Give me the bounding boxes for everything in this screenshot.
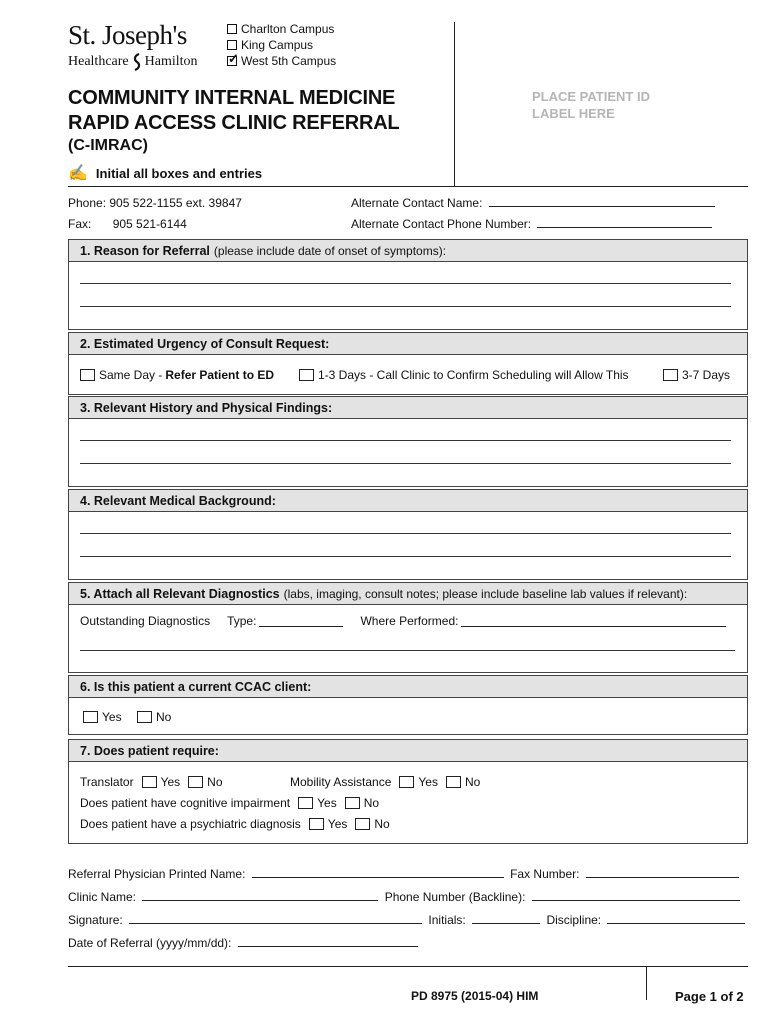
background-write-line-1[interactable] — [80, 533, 731, 534]
campus-label-west5th: West 5th Campus — [241, 54, 337, 68]
urgency-1-3-days-checkbox[interactable] — [299, 369, 314, 381]
cognitive-no-label: No — [363, 796, 380, 810]
mobility-yes-label: Yes — [418, 775, 438, 789]
section-5-header — [69, 583, 747, 605]
campus-checkbox-king[interactable] — [227, 40, 237, 50]
translator-yes-checkbox[interactable] — [142, 776, 157, 788]
ccac-no-option[interactable] — [137, 710, 171, 724]
diagnostics-write-line[interactable] — [80, 650, 735, 651]
alt-contact-phone-line[interactable] — [537, 217, 712, 228]
form-code: PD 8975 (2015-04) HIM — [411, 989, 539, 1003]
clinic-fax-value: 905 521-6144 — [112, 217, 187, 231]
campus-checkbox-west5th[interactable] — [227, 56, 237, 66]
alt-contact-phone-label: Alternate Contact Phone Number: — [351, 217, 532, 231]
background-write-line-2[interactable] — [80, 556, 731, 557]
section-6-header — [69, 676, 747, 698]
pen-hand-icon: ✍ — [68, 165, 88, 182]
mobility-yes-checkbox[interactable] — [399, 776, 414, 788]
alt-contact-phone-field[interactable] — [351, 217, 712, 231]
referral-date-field[interactable] — [68, 936, 418, 950]
footer-divider — [646, 966, 647, 1000]
logo-subname-right: Hamilton — [144, 54, 198, 69]
cognitive-yes-label: Yes — [317, 796, 337, 810]
psychiatric-yes-checkbox[interactable] — [309, 818, 324, 830]
campus-checkbox-charlton[interactable] — [227, 24, 237, 34]
section-6-title: 6. Is this patient a current CCAC client: — [80, 679, 312, 694]
mobility-row — [290, 775, 480, 789]
translator-label: Translator — [80, 775, 134, 789]
phone-backline-line[interactable] — [532, 890, 740, 901]
section-5-title: 5. Attach all Relevant Diagnostics — [80, 586, 280, 601]
alt-contact-name-label: Alternate Contact Name: — [351, 196, 483, 210]
campus-label-charlton: Charlton Campus — [241, 22, 335, 36]
logo-subname-left: Healthcare — [68, 54, 129, 69]
clinic-fax-label: Fax: — [68, 217, 92, 231]
section-diagnostics — [68, 582, 748, 673]
translator-row — [80, 775, 223, 789]
ccac-yes-option[interactable] — [83, 710, 122, 724]
clinic-phone: Phone: 905 522-1155 ext. 39847 — [68, 196, 242, 210]
initials-line[interactable] — [472, 913, 540, 924]
translator-yes-label: Yes — [160, 775, 181, 789]
mobility-no-checkbox[interactable] — [446, 776, 461, 788]
clinic-name-field[interactable] — [68, 890, 740, 904]
signature-line[interactable] — [129, 913, 422, 924]
translator-no-checkbox[interactable] — [188, 776, 203, 788]
cognitive-no-checkbox[interactable] — [345, 797, 360, 809]
ccac-yes-label: Yes — [102, 710, 122, 724]
section-4-header — [69, 490, 747, 512]
history-write-line-2[interactable] — [80, 463, 731, 464]
psychiatric-yes-label: Yes — [327, 817, 348, 831]
physician-name-label: Referral Physician Printed Name: — [68, 867, 246, 881]
logo-mark-icon — [131, 53, 143, 71]
section-medical-background — [68, 489, 748, 580]
campus-option-charlton[interactable] — [227, 22, 334, 36]
section-ccac-client — [68, 675, 748, 735]
phone-backline-label: Phone Number (Backline): — [384, 890, 526, 904]
fax-number-label: Fax Number: — [510, 867, 580, 881]
psychiatric-row — [80, 817, 390, 831]
section-5-note: (labs, imaging, consult notes; please include baseline lab values if relevant): — [283, 586, 688, 601]
ccac-no-checkbox[interactable] — [137, 711, 152, 723]
diagnostics-where-label: Where Performed: — [360, 614, 459, 628]
initials-label: Initials: — [428, 913, 466, 927]
section-3-title: 3. Relevant History and Physical Findings: — [80, 400, 333, 415]
header-divider — [454, 22, 455, 186]
signature-field[interactable] — [68, 913, 745, 927]
page-number: Page 1 of 2 — [675, 989, 744, 1004]
section-urgency — [68, 332, 748, 395]
section-7-title: 7. Does patient require: — [80, 743, 219, 758]
section-reason-for-referral — [68, 239, 748, 330]
reason-write-line-2[interactable] — [80, 306, 731, 307]
campus-option-west5th[interactable] — [227, 54, 336, 68]
clinic-fax — [68, 217, 187, 231]
physician-name-line[interactable] — [252, 867, 504, 878]
urgency-same-day-label: Same Day - — [99, 368, 163, 382]
form-subtitle: (C-IMRAC) — [68, 137, 148, 154]
psychiatric-no-label: No — [374, 817, 390, 831]
urgency-3-7-days-label: 3-7 Days — [682, 368, 731, 382]
section-3-header — [69, 397, 747, 419]
alt-contact-name-field[interactable] — [351, 196, 715, 210]
translator-no-label: No — [207, 775, 223, 789]
clinic-name-line[interactable] — [142, 890, 378, 901]
form-title-line2: RAPID ACCESS CLINIC REFERRAL — [68, 112, 400, 134]
urgency-1-3-days-option[interactable] — [299, 368, 629, 382]
discipline-label: Discipline: — [546, 913, 602, 927]
section-1-header — [69, 240, 747, 262]
section-1-note: (please include date of onset of symptoms): — [213, 243, 447, 258]
campus-option-king[interactable] — [227, 38, 313, 52]
diagnostics-where-line[interactable] — [461, 616, 726, 627]
referral-date-line[interactable] — [238, 936, 418, 947]
mobility-label: Mobility Assistance — [290, 775, 392, 789]
clinic-name-label: Clinic Name: — [68, 890, 137, 904]
form-title-line1: COMMUNITY INTERNAL MEDICINE — [68, 87, 396, 109]
instruction-text: Initial all boxes and entries — [95, 165, 263, 181]
urgency-same-day-bold: Refer Patient to ED — [165, 368, 275, 382]
urgency-same-day-option[interactable] — [80, 368, 274, 382]
section-7-header — [69, 740, 747, 762]
outstanding-diagnostics-row — [80, 614, 726, 628]
logo-name: St. Joseph's — [68, 20, 187, 50]
section-4-title: 4. Relevant Medical Background: — [80, 493, 276, 508]
patient-label-line1: PLACE PATIENT ID — [532, 89, 650, 104]
ccac-yes-checkbox[interactable] — [83, 711, 98, 723]
urgency-same-day-checkbox[interactable] — [80, 369, 95, 381]
physician-name-field[interactable] — [68, 867, 739, 881]
psychiatric-no-checkbox[interactable] — [355, 818, 370, 830]
section-2-header — [69, 333, 747, 355]
section-history-findings — [68, 396, 748, 487]
urgency-3-7-days-checkbox[interactable] — [663, 369, 678, 381]
patient-label-line2: LABEL HERE — [532, 106, 615, 121]
cognitive-row — [80, 796, 379, 810]
psychiatric-label: Does patient have a psychiatric diagnosis — [80, 817, 301, 831]
cognitive-yes-checkbox[interactable] — [298, 797, 313, 809]
outstanding-diagnostics-label: Outstanding Diagnostics — [80, 614, 211, 628]
diagnostics-type-line[interactable] — [259, 616, 343, 627]
urgency-1-3-days-label: 1-3 Days - Call Clinic to Confirm Scheduling will Allow This — [318, 368, 629, 382]
ccac-no-label: No — [156, 710, 172, 724]
header-rule — [68, 186, 748, 187]
section-2-title: 2. Estimated Urgency of Consult Request: — [80, 336, 330, 351]
section-1-title: 1. Reason for Referral — [80, 243, 210, 258]
history-write-line-1[interactable] — [80, 440, 731, 441]
diagnostics-type-label: Type: — [227, 614, 257, 628]
cognitive-label: Does patient have cognitive impairment — [80, 796, 291, 810]
discipline-line[interactable] — [607, 913, 745, 924]
fax-number-line[interactable] — [586, 867, 739, 878]
campus-label-king: King Campus — [241, 38, 314, 52]
signature-label: Signature: — [68, 913, 123, 927]
urgency-3-7-days-option[interactable] — [663, 368, 730, 382]
section-patient-requirements — [68, 739, 748, 844]
alt-contact-name-line[interactable] — [489, 196, 715, 207]
logo-subname — [68, 53, 198, 71]
referral-date-label: Date of Referral (yyyy/mm/dd): — [68, 936, 232, 950]
mobility-no-label: No — [464, 775, 481, 789]
reason-write-line-1[interactable] — [80, 283, 731, 284]
instruction — [68, 163, 262, 183]
